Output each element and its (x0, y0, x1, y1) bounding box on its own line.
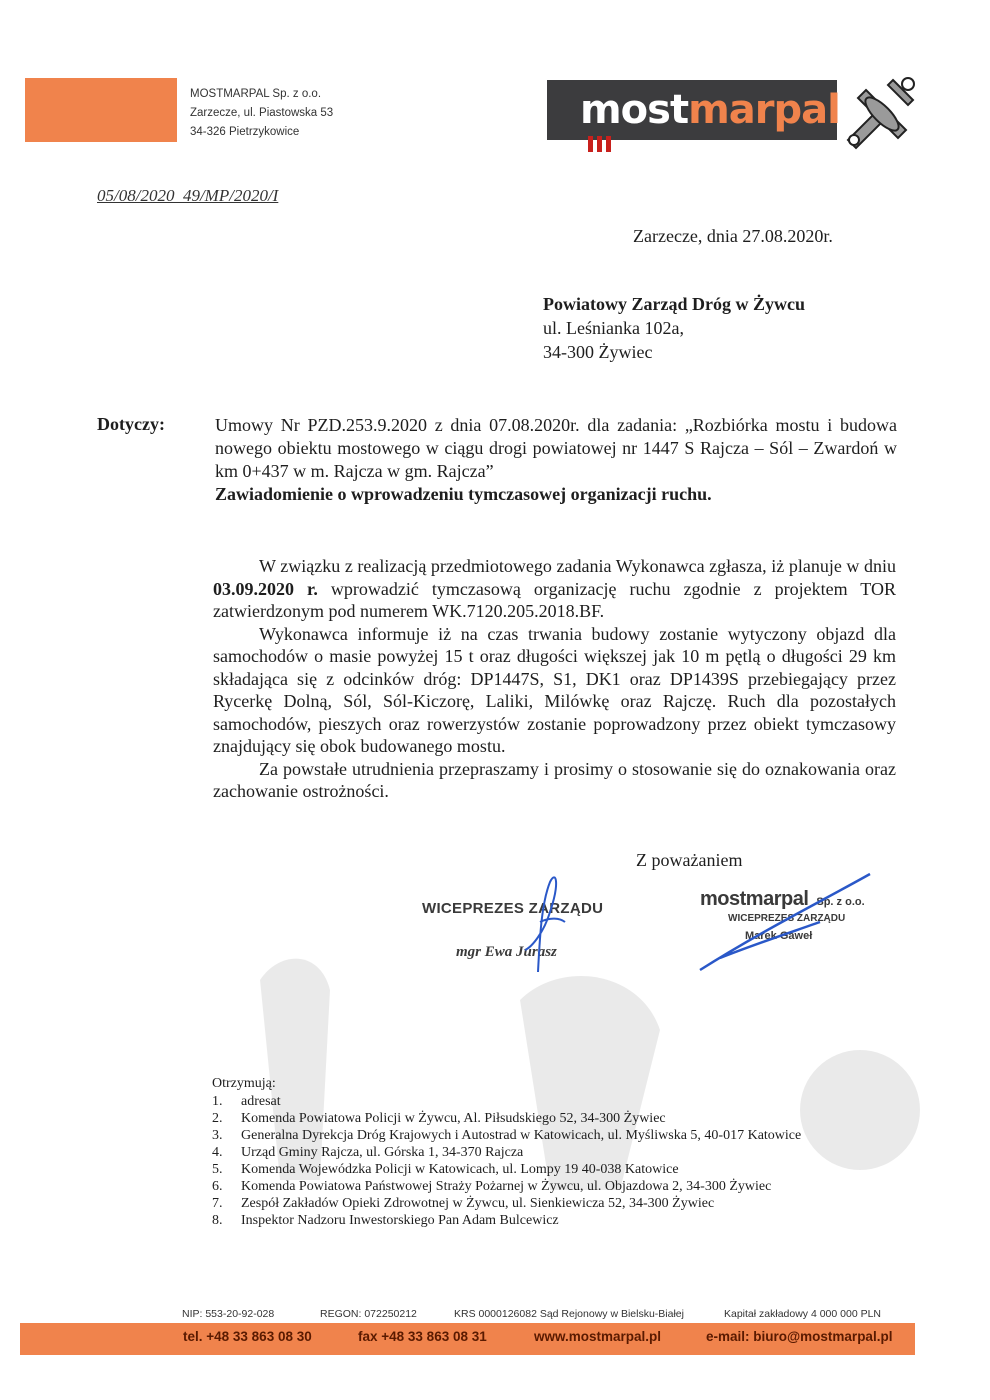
footer-nip: NIP: 553-20-92-028 (182, 1308, 275, 1320)
recipient-name: Powiatowy Zarząd Dróg w Żywcu (543, 294, 805, 314)
subject-text: Umowy Nr PZD.253.9.2020 z dnia 07.08.2020r. dla zadania: „Rozbiórka mostu i budowa nowego obiektu mostowego w ciągu drogi powiatowej nr 1447 S Rajcza – Sól – Zwardoń w km 0+437 w m. Rajcza w gm. Rajcza” (215, 415, 897, 481)
place-date: Zarzecze, dnia 27.08.2020r. (633, 226, 833, 246)
body-p1-start: W związku z realizacją przedmiotowego zadania Wykonawca zgłasza, iż planuje w dniu (259, 556, 896, 576)
list-item: 4. Urząd Gminy Rajcza, ul. Górska 1, 34-370 Rajcza (212, 1145, 524, 1160)
letter-body (213, 555, 896, 803)
subject (215, 414, 897, 506)
handwritten-signatures (400, 862, 900, 992)
body-paragraph-2: Wykonawca informuje iż na czas trwania budowy zostanie wytyczony objazd dla samochodów o masie powyżej 15 t oraz długości większej jak 10 m pętlą o długości 29 km składająca się z odcinków dróg: DP1447S, S1, DK1 oraz DP1439S przebiegający przez Rycerkę Dolną, Sól, Sól-Kiczorę, Laliki, Milówkę oraz Rajczę. Ruch dla pozostałych samochodów, pieszych oraz rowerzystów zostanie poprowadzony przez obiekt tymczasowy znajdujący się obok budowanego mostu. (213, 623, 896, 756)
footer-fax: fax +48 33 863 08 31 (358, 1329, 487, 1344)
stamp-left-role: WICEPREZES ZARZĄDU (422, 900, 604, 917)
footer-krs: KRS 0000126082 Sąd Rejonowy w Bielsku-Białej (454, 1308, 684, 1320)
recipient-address (543, 292, 805, 364)
footer-regon: REGON: 072250212 (320, 1308, 417, 1320)
address-line-2: 34-326 Pietrzykowice (190, 126, 300, 138)
logo-part-marpal: marpal (688, 87, 840, 133)
footer-capital: Kapitał zakładowy 4 000 000 PLN (724, 1308, 882, 1320)
footer-website-link[interactable]: www.mostmarpal.pl (534, 1329, 662, 1344)
stamp-suffix: Sp. z o.o. (816, 896, 865, 908)
reference-number: 05/08/2020_49/MP/2020/I (97, 186, 279, 205)
company-logo (580, 82, 840, 138)
header-orange-block (25, 78, 177, 142)
stamp-logo: mostmarpal (700, 888, 809, 910)
stamp-right-name: Marek Gaweł (745, 930, 813, 942)
body-p1-date: 03.09.2020 r. (213, 578, 318, 599)
list-item: 2. Komenda Powiatowa Policji w Żywcu, Al. Piłsudskiego 52, 34-300 Żywiec (212, 1111, 666, 1126)
body-p1-end: wprowadzić tymczasową organizację ruchu zgodnie z projektem TOR zatwierdzonym pod numerem WK.7120.205.2018.BF. (213, 578, 896, 621)
subject-label: Dotyczy: (97, 414, 165, 434)
recipient-street: ul. Leśnianka 102a, (543, 318, 684, 338)
address-line-1: Zarzecze, ul. Piastowska 53 (190, 107, 334, 119)
list-item: 8. Inspektor Nadzoru Inwestorskiego Pan Adam Bulcewicz (212, 1213, 559, 1228)
company-name: MOSTMARPAL Sp. z o.o. (190, 88, 322, 100)
logo-part-most: most (580, 87, 689, 133)
logo-bars-icon (588, 136, 618, 152)
stamp-right-role: WICEPREZES ZARZĄDU (728, 913, 846, 924)
closing-salutation: Z poważaniem (636, 850, 743, 870)
list-item: 3. Generalna Dyrekcja Dróg Krajowych i Autostrad w Katowicach, ul. Myśliwska 5, 40-017 Katowice (212, 1128, 802, 1143)
stamp-left-name: mgr Ewa Jurasz (456, 944, 557, 960)
subject-bold-line: Zawiadomienie o wprowadzeniu tymczasowej organizacji ruchu. (215, 484, 712, 504)
list-item: 7. Zespół Zakładów Opieki Zdrowotnej w Żywcu, ul. Sienkiewicza 52, 34-300 Żywiec (212, 1196, 715, 1211)
company-address (190, 85, 333, 142)
list-item: 1. adresat (212, 1094, 281, 1109)
recipient-city: 34-300 Żywiec (543, 342, 653, 362)
list-item: 6. Komenda Powiatowa Państwowej Straży Pożarnej w Żywcu, ul. Objazdowa 2, 34-300 Żywiec (212, 1179, 772, 1194)
body-paragraph-3: Za powstałe utrudnienia przepraszamy i prosimy o stosowanie się do oznakowania oraz zachowanie ostrożności. (213, 758, 896, 801)
body-paragraph-1 (213, 555, 896, 623)
footer-email-link[interactable]: e-mail: biuro@mostmarpal.pl (706, 1329, 893, 1344)
list-item: 5. Komenda Wojewódzka Policji w Katowicach, ul. Lompy 19 40-038 Katowice (212, 1162, 679, 1177)
recipients-label: Otrzymują: (212, 1076, 276, 1091)
recipients-list (212, 1093, 801, 1229)
footer-phone[interactable]: tel. +48 33 863 08 30 (183, 1329, 312, 1344)
propeller-plane-icon (838, 70, 924, 152)
